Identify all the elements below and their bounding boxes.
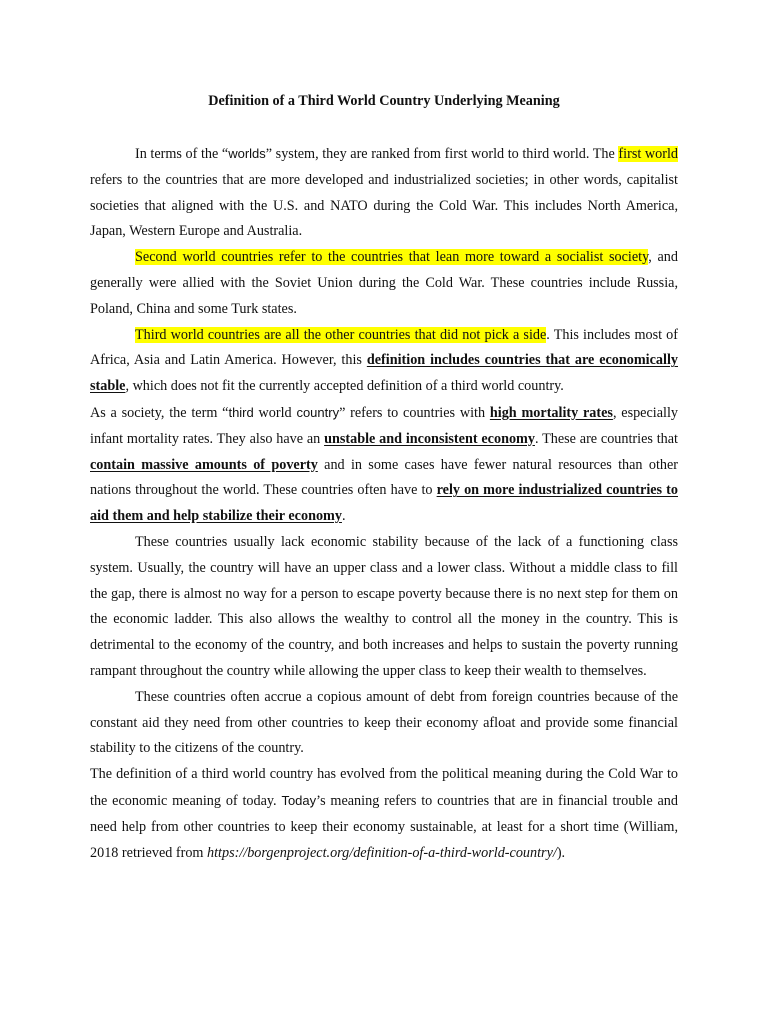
p4-text-i: . These are countries that — [534, 430, 678, 447]
paragraph-definition-evolved — [90, 762, 678, 866]
p1-text-c: ” system, they are ranked from first world to third world. The — [265, 146, 619, 162]
document-body — [90, 141, 678, 866]
p4-word-country: country — [296, 404, 340, 420]
p4-emphasis-rely: rely on more industrialized countries to aid them and help stabilize their economy — [90, 482, 678, 525]
p4-text-e: ” refers to countries with — [339, 404, 490, 421]
p7-word-today: Today — [281, 792, 317, 808]
p4-emphasis-poverty: contain massive amounts of poverty — [90, 456, 318, 473]
paragraph-society-term — [90, 400, 678, 530]
p4-text-a: As a society, the term “ — [90, 404, 229, 421]
p1-highlight-first-world: first world — [618, 146, 678, 162]
p4-text-g: , especially infant mortality rates. They also have an — [90, 404, 678, 447]
p4-emphasis-economy: unstable and inconsistent economy — [324, 430, 535, 447]
paragraph-first-world — [90, 141, 678, 245]
p7-text-c: ’s meaning refers to countries that are in financial trouble and need help from other countries to keep their economy sustainable, at least for a short time (William, 2018 retrieved from — [90, 792, 678, 861]
document-title: Definition of a Third World Country Underlying Meaning — [208, 93, 560, 109]
p2-highlight: Second world countries refer to the countries that lean more toward a socialist society — [135, 249, 649, 266]
p1-word-worlds: worlds — [228, 146, 266, 161]
p7-text-e: ). — [556, 844, 566, 861]
p7-text-a: The definition of a third world country has evolved from the political meaning during the Cold War to the economic meaning of today. — [90, 766, 678, 809]
p3-emphasis-economically-stable: definition includes countries that are economically stable — [90, 352, 678, 395]
p4-text-c: world — [253, 404, 297, 421]
p1-text-a: In terms of the “ — [135, 146, 229, 162]
p3-text-d: , which does not fit the currently accepted definition of a third world country. — [125, 378, 564, 395]
p4-text-k: and in some cases have fewer natural resources than other nations throughout the world. These countries often have to — [90, 456, 678, 499]
p4-word-third: third — [228, 404, 254, 420]
p3-highlight: Third world countries are all the other countries that did not pick a side — [135, 326, 547, 343]
p2-text-b: , and generally were allied with the Soviet Union during the Cold War. These countries include Russia, Poland, China and some Turk states. — [90, 249, 678, 317]
citation-url-link[interactable]: https://borgenproject.org/definition-of-a-third-world-country/ — [207, 844, 557, 861]
paragraph-economic-stability: These countries usually lack economic stability because of the lack of a functioning class system. Usually, the country will have an upper class and a lower class. Without a middle class to fill the gap, there is almost no way for a person to escape poverty because there is no next step for them on the economic ladder. This also allows the wealthy to control all the money in the country. This is detrimental to the economy of the country, and both increases and helps to sustain the poverty running rampant throughout the country while allowing the upper class to keep their wealth to themselves. — [90, 533, 678, 679]
p4-text-m: . — [341, 508, 346, 525]
p4-emphasis-mortality: high mortality rates — [489, 404, 613, 421]
paragraph-debt: These countries often accrue a copious amount of debt from foreign countries because of the constant aid they need from other countries to keep their economy afloat and provide some financial stability to the citizens of the country. — [90, 688, 678, 757]
p3-text-b: . This includes most of Africa, Asia and Latin America. However, this — [90, 326, 678, 369]
paragraph-third-world — [90, 323, 678, 400]
paragraph-second-world — [90, 245, 678, 322]
p1-text-e: refers to the countries that are more developed and industrialized societies; in other words, capitalist societies that aligned with the U.S. and NATO during the Cold War. This includes North America, Japan, Western Europe and Australia. — [90, 171, 678, 240]
